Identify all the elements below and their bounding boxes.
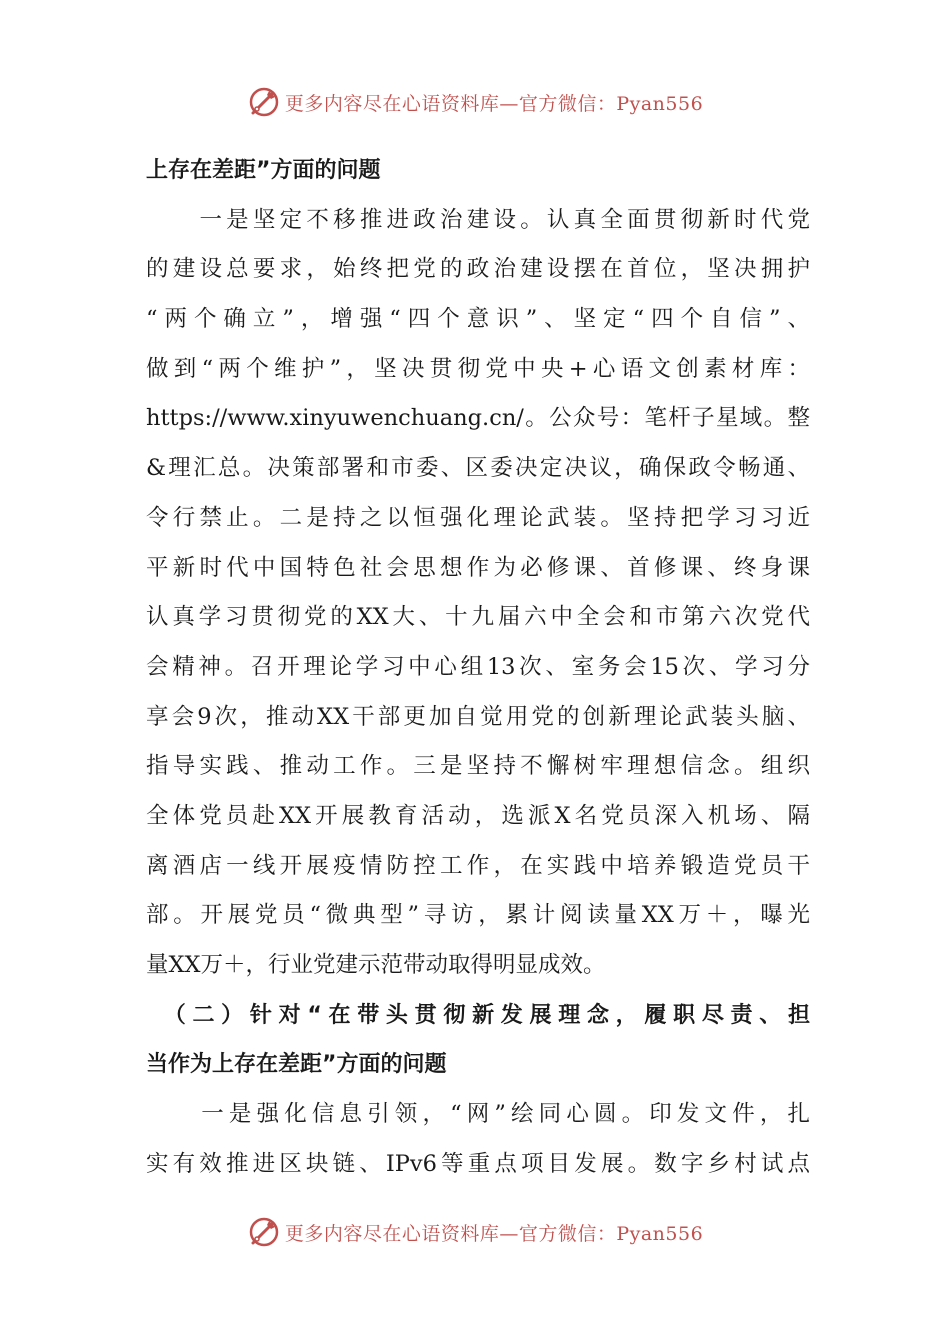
paragraph-line: 部。开展党员“微典型”寻访，累计阅读量XX万＋，曝光 xyxy=(146,902,810,929)
paragraph-line: 一是强化信息引领，“网”绘同心圆。印发文件，扎 xyxy=(146,1101,810,1128)
paragraph-line: “两个确立”，增强“四个意识”、坚定“四个自信”、 xyxy=(146,306,810,333)
pen-logo-icon xyxy=(247,85,281,119)
section-heading-line: 上存在差距”方面的问题 xyxy=(146,158,381,183)
paragraph-line: &理汇总。决策部署和市委、区委决定决议，确保政令畅通、 xyxy=(146,455,810,482)
header-watermark xyxy=(0,82,950,122)
paragraph-line: 指导实践、推动工作。三是坚持不懈树牢理想信念。组织 xyxy=(146,753,810,780)
paragraph-line: 做到“两个维护”，坚决贯彻党中央+心语文创素材库： xyxy=(146,355,810,382)
document-body xyxy=(146,146,810,1189)
paragraph-line: 令行禁止。二是持之以恒强化理论武装。坚持把学习习近 xyxy=(146,504,810,531)
paragraph-line: 的建设总要求，始终把党的政治建设摆在首位，坚决拥护 xyxy=(146,256,810,283)
footer-watermark-text: 更多内容尽在心语资料库—官方微信：Pyan556 xyxy=(284,1222,704,1245)
paragraph-line: 离酒店一线开展疫情防控工作，在实践中培养锻造党员干 xyxy=(146,852,810,879)
pen-logo-icon xyxy=(247,1215,281,1249)
paragraph-line: 量XX万＋，行业党建示范带动取得明显成效。 xyxy=(146,952,606,978)
paragraph-line: 实有效推进区块链、IPv6等重点项目发展。数字乡村试点 xyxy=(146,1150,810,1177)
section-heading-line: （二）针对“在带头贯彻新发展理念，履职尽责、担 xyxy=(146,1002,810,1028)
paragraph-line: https://www.xinyuwenchuang.cn/。公众号：笔杆子星域。整 xyxy=(146,405,810,432)
paragraph-line: 一是坚定不移推进政治建设。认真全面贯彻新时代党 xyxy=(146,206,810,233)
paragraph-line: 平新时代中国特色社会思想作为必修课、首修课、终身课 xyxy=(146,554,810,581)
paragraph-line: 享会9次，推动XX干部更加自觉用党的创新理论武装头脑、 xyxy=(146,703,810,730)
header-watermark-text: 更多内容尽在心语资料库—官方微信：Pyan556 xyxy=(284,92,704,115)
section-heading-line: 当作为上存在差距”方面的问题 xyxy=(146,1052,447,1078)
paragraph-line: 全体党员赴XX开展教育活动，选派X名党员深入机场、隔 xyxy=(146,802,810,829)
paragraph-line: 认真学习贯彻党的XX大、十九届六中全会和市第六次党代 xyxy=(146,604,810,631)
footer-watermark xyxy=(0,1212,950,1252)
paragraph-line: 会精神。召开理论学习中心组13次、室务会15次、学习分 xyxy=(146,653,810,680)
